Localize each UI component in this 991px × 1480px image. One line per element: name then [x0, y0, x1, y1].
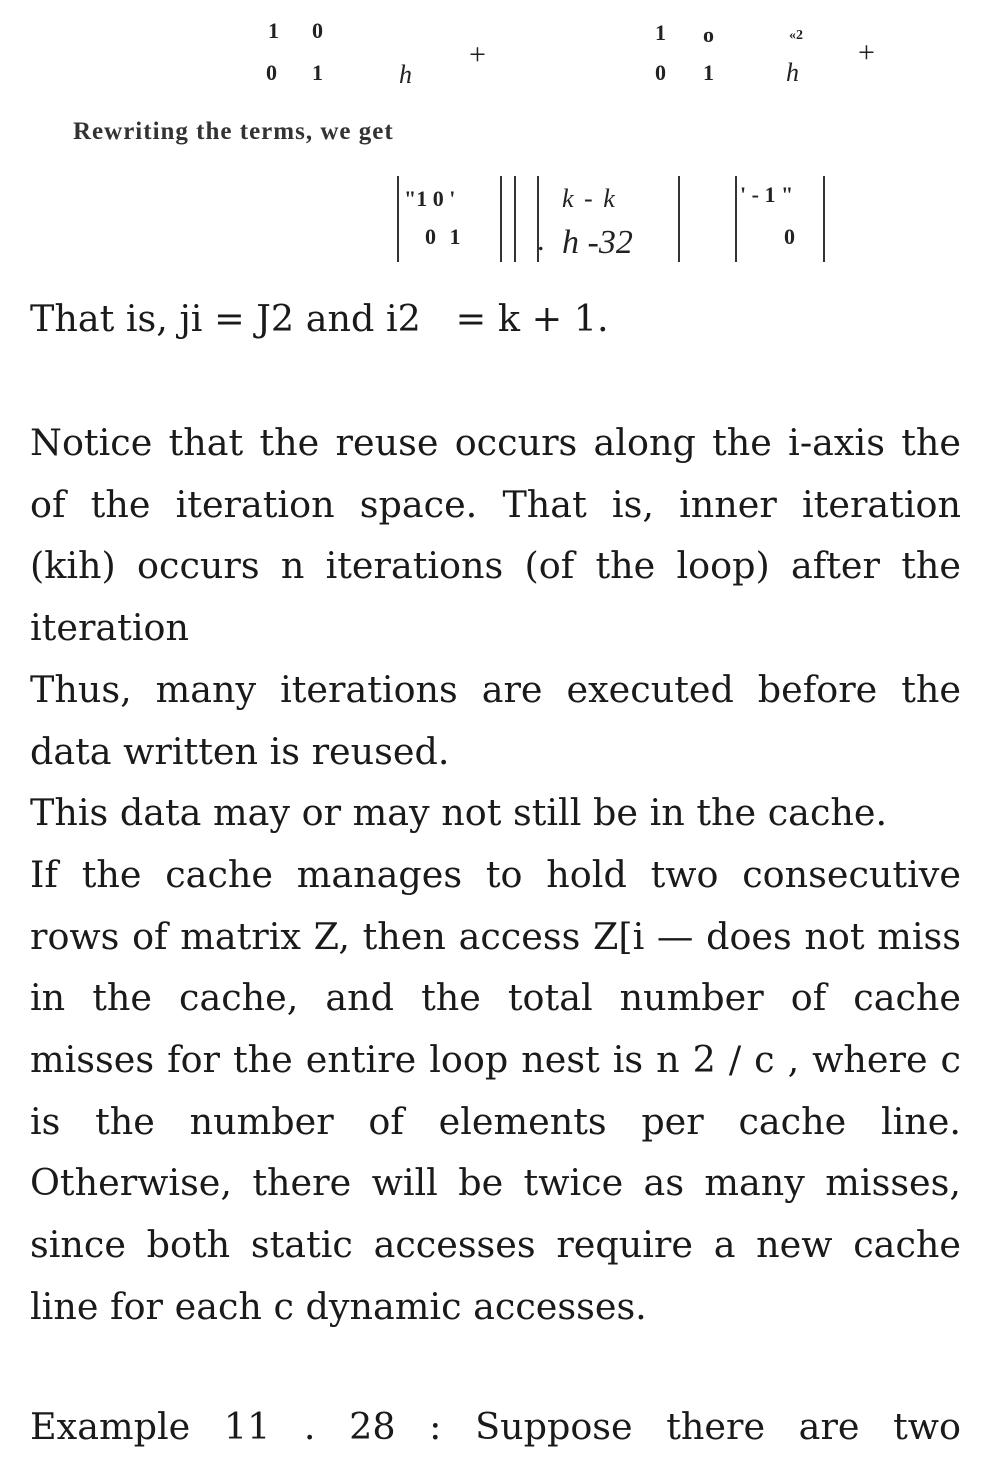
- equation-line: That is, ji = J2 and i2 = k + 1.: [30, 297, 609, 340]
- matrix-row: 0 1: [425, 224, 461, 249]
- paragraph: If the cache manages to hold two consecutive rows of matrix Z, then access Z[i — does not miss in the cache, and the total number of cache misses for the entire loop nest is n 2 / c , where c is the number of elements per cache line. Otherwise, there will be twice as many misses, since both static accesses require a new cache line for each c dynamic accesses.: [30, 852, 961, 1328]
- math-figure-region: [0, 0, 991, 280]
- matrix-entry: 0: [266, 60, 277, 85]
- rewrite-label: Rewriting the terms, we get: [73, 118, 394, 145]
- matrix-bracket: [735, 176, 737, 262]
- superscript: «2: [789, 28, 803, 43]
- variable-h: h: [786, 58, 799, 87]
- paragraph: Thus, many iterations are executed before the data written is reused.: [30, 667, 961, 773]
- matrix-bracket: [823, 176, 825, 262]
- matrix-row: "1 0 ': [404, 186, 456, 211]
- matrix-bracket: [678, 176, 680, 262]
- matrix-entry: 0: [655, 60, 666, 85]
- body-text: [30, 412, 961, 1338]
- matrix-row: k - k: [562, 184, 615, 213]
- matrix-entry: 1: [655, 20, 666, 45]
- matrix-entry: 1: [312, 60, 323, 85]
- plus-sign: +: [858, 36, 875, 69]
- matrix-entry: 0: [312, 18, 323, 43]
- matrix-row: ' - 1 ": [740, 182, 794, 207]
- paragraph: This data may or may not still be in the cache.: [30, 791, 888, 835]
- matrix-bracket: [397, 176, 399, 262]
- matrix-bracket: [500, 176, 502, 262]
- matrix-entry: 1: [703, 60, 714, 85]
- matrix-dot: .: [537, 224, 545, 257]
- matrix-entry: 1: [268, 18, 279, 43]
- matrix-entry: o: [703, 22, 714, 47]
- variable-h: h: [399, 60, 412, 89]
- example-heading: Example 11 . 28 : Suppose there are two: [30, 1405, 961, 1448]
- paragraph: Notice that the reuse occurs along the i-axis the of the iteration space. That is, inner iteration (kih) occurs n iterations (of the loop) after the iteration: [30, 421, 961, 650]
- matrix-row: h -32: [562, 224, 633, 261]
- matrix-bracket: [514, 176, 516, 262]
- plus-sign: +: [469, 38, 486, 71]
- matrix-entry: 0: [784, 224, 795, 249]
